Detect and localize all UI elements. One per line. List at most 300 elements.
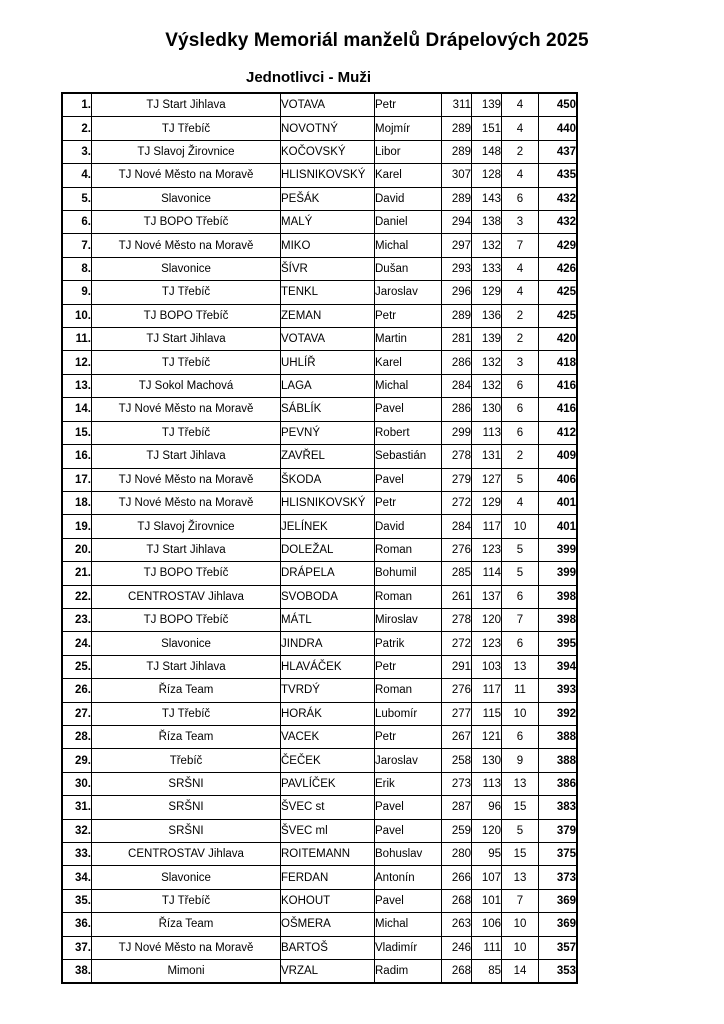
table-row [63, 328, 577, 351]
count-cell: 6 [502, 585, 539, 608]
table-row [63, 515, 577, 538]
club-cell: TJ Nové Město na Moravě [92, 468, 281, 491]
surname-cell: ZAVŘEL [281, 445, 375, 468]
club-cell: TJ BOPO Třebíč [92, 562, 281, 585]
club-cell: Říza Team [92, 679, 281, 702]
surname-cell: MÁTL [281, 608, 375, 631]
surname-cell: PEŠÁK [281, 187, 375, 210]
firstname-cell: Mojmír [375, 117, 442, 140]
score-full-cell: 299 [442, 421, 472, 444]
count-cell: 5 [502, 468, 539, 491]
firstname-cell: Roman [375, 679, 442, 702]
count-cell: 14 [502, 960, 539, 983]
score-full-cell: 289 [442, 140, 472, 163]
score-full-cell: 267 [442, 725, 472, 748]
total-cell: 353 [539, 960, 577, 983]
firstname-cell: Petr [375, 491, 442, 514]
score-clear-cell: 107 [472, 866, 502, 889]
club-cell: TJ Start Jihlava [92, 94, 281, 117]
firstname-cell: Roman [375, 585, 442, 608]
count-cell: 4 [502, 281, 539, 304]
table-row [63, 913, 577, 936]
firstname-cell: Pavel [375, 796, 442, 819]
rank-cell: 12. [63, 351, 92, 374]
page-title: Výsledky Memoriál manželů Drápelových 2025 [165, 30, 589, 51]
rank-cell: 33. [63, 843, 92, 866]
total-cell: 394 [539, 655, 577, 678]
firstname-cell: Erik [375, 772, 442, 795]
firstname-cell: Petr [375, 725, 442, 748]
rank-cell: 26. [63, 679, 92, 702]
count-cell: 11 [502, 679, 539, 702]
club-cell: Říza Team [92, 725, 281, 748]
count-cell: 5 [502, 562, 539, 585]
score-clear-cell: 132 [472, 351, 502, 374]
firstname-cell: Karel [375, 164, 442, 187]
count-cell: 13 [502, 866, 539, 889]
rank-cell: 5. [63, 187, 92, 210]
score-clear-cell: 117 [472, 515, 502, 538]
firstname-cell: Michal [375, 374, 442, 397]
surname-cell: VOTAVA [281, 328, 375, 351]
surname-cell: HLAVÁČEK [281, 655, 375, 678]
rank-cell: 10. [63, 304, 92, 327]
surname-cell: KOHOUT [281, 889, 375, 912]
club-cell: TJ Třebíč [92, 117, 281, 140]
score-clear-cell: 130 [472, 398, 502, 421]
score-full-cell: 289 [442, 187, 472, 210]
count-cell: 15 [502, 796, 539, 819]
table-row [63, 725, 577, 748]
rank-cell: 32. [63, 819, 92, 842]
count-cell: 5 [502, 819, 539, 842]
club-cell: CENTROSTAV Jihlava [92, 585, 281, 608]
surname-cell: TVRDÝ [281, 679, 375, 702]
table-row [63, 117, 577, 140]
total-cell: 412 [539, 421, 577, 444]
club-cell: TJ Nové Město na Moravě [92, 164, 281, 187]
table-row [63, 632, 577, 655]
score-clear-cell: 120 [472, 608, 502, 631]
rank-cell: 20. [63, 538, 92, 561]
surname-cell: UHLÍŘ [281, 351, 375, 374]
table-row [63, 889, 577, 912]
score-clear-cell: 139 [472, 328, 502, 351]
table-row [63, 281, 577, 304]
table-row [63, 445, 577, 468]
rank-cell: 8. [63, 257, 92, 280]
total-cell: 399 [539, 562, 577, 585]
score-full-cell: 258 [442, 749, 472, 772]
count-cell: 4 [502, 94, 539, 117]
total-cell: 399 [539, 538, 577, 561]
total-cell: 406 [539, 468, 577, 491]
score-clear-cell: 138 [472, 211, 502, 234]
club-cell: Říza Team [92, 913, 281, 936]
score-clear-cell: 115 [472, 702, 502, 725]
count-cell: 2 [502, 140, 539, 163]
count-cell: 6 [502, 374, 539, 397]
count-cell: 7 [502, 608, 539, 631]
club-cell: Slavonice [92, 866, 281, 889]
score-clear-cell: 96 [472, 796, 502, 819]
total-cell: 426 [539, 257, 577, 280]
score-clear-cell: 120 [472, 819, 502, 842]
table-row [63, 211, 577, 234]
score-full-cell: 263 [442, 913, 472, 936]
surname-cell: ŠKODA [281, 468, 375, 491]
firstname-cell: Pavel [375, 819, 442, 842]
rank-cell: 28. [63, 725, 92, 748]
count-cell: 9 [502, 749, 539, 772]
surname-cell: MIKO [281, 234, 375, 257]
score-full-cell: 259 [442, 819, 472, 842]
firstname-cell: Radim [375, 960, 442, 983]
firstname-cell: Pavel [375, 468, 442, 491]
club-cell: Slavonice [92, 187, 281, 210]
score-full-cell: 286 [442, 351, 472, 374]
count-cell: 2 [502, 304, 539, 327]
table-row [63, 562, 577, 585]
firstname-cell: Martin [375, 328, 442, 351]
table-row [63, 187, 577, 210]
total-cell: 437 [539, 140, 577, 163]
total-cell: 416 [539, 374, 577, 397]
score-full-cell: 246 [442, 936, 472, 959]
table-row [63, 351, 577, 374]
score-full-cell: 293 [442, 257, 472, 280]
surname-cell: LAGA [281, 374, 375, 397]
score-clear-cell: 85 [472, 960, 502, 983]
count-cell: 10 [502, 936, 539, 959]
surname-cell: OŠMERA [281, 913, 375, 936]
club-cell: SRŠNI [92, 819, 281, 842]
score-clear-cell: 151 [472, 117, 502, 140]
surname-cell: SÁBLÍK [281, 398, 375, 421]
count-cell: 6 [502, 725, 539, 748]
table-row [63, 234, 577, 257]
table-row [63, 843, 577, 866]
score-clear-cell: 113 [472, 772, 502, 795]
score-full-cell: 285 [442, 562, 472, 585]
count-cell: 2 [502, 328, 539, 351]
table-row [63, 960, 577, 983]
surname-cell: ŠVEC st [281, 796, 375, 819]
count-cell: 3 [502, 351, 539, 374]
score-clear-cell: 132 [472, 374, 502, 397]
surname-cell: TENKL [281, 281, 375, 304]
count-cell: 4 [502, 164, 539, 187]
total-cell: 395 [539, 632, 577, 655]
total-cell: 379 [539, 819, 577, 842]
score-full-cell: 261 [442, 585, 472, 608]
table-row [63, 655, 577, 678]
count-cell: 2 [502, 445, 539, 468]
firstname-cell: Miroslav [375, 608, 442, 631]
rank-cell: 14. [63, 398, 92, 421]
count-cell: 6 [502, 632, 539, 655]
table-row [63, 866, 577, 889]
score-full-cell: 279 [442, 468, 472, 491]
table-row [63, 421, 577, 444]
surname-cell: PEVNÝ [281, 421, 375, 444]
club-cell: Třebíč [92, 749, 281, 772]
score-full-cell: 276 [442, 679, 472, 702]
rank-cell: 25. [63, 655, 92, 678]
surname-cell: DOLEŽAL [281, 538, 375, 561]
table-row [63, 398, 577, 421]
score-clear-cell: 117 [472, 679, 502, 702]
total-cell: 425 [539, 281, 577, 304]
score-clear-cell: 103 [472, 655, 502, 678]
score-full-cell: 296 [442, 281, 472, 304]
table-row [63, 702, 577, 725]
rank-cell: 18. [63, 491, 92, 514]
surname-cell: SVOBODA [281, 585, 375, 608]
surname-cell: VACEK [281, 725, 375, 748]
rank-cell: 29. [63, 749, 92, 772]
count-cell: 3 [502, 211, 539, 234]
club-cell: TJ Třebíč [92, 281, 281, 304]
firstname-cell: Dušan [375, 257, 442, 280]
score-full-cell: 311 [442, 94, 472, 117]
club-cell: TJ Nové Město na Moravě [92, 234, 281, 257]
score-full-cell: 307 [442, 164, 472, 187]
rank-cell: 30. [63, 772, 92, 795]
total-cell: 425 [539, 304, 577, 327]
surname-cell: BARTOŠ [281, 936, 375, 959]
total-cell: 435 [539, 164, 577, 187]
score-clear-cell: 106 [472, 913, 502, 936]
club-cell: TJ BOPO Třebíč [92, 304, 281, 327]
club-cell: TJ Slavoj Žirovnice [92, 515, 281, 538]
rank-cell: 37. [63, 936, 92, 959]
club-cell: TJ Nové Město na Moravě [92, 398, 281, 421]
firstname-cell: Roman [375, 538, 442, 561]
club-cell: TJ Nové Město na Moravě [92, 936, 281, 959]
results-table-body [63, 94, 577, 983]
total-cell: 401 [539, 515, 577, 538]
total-cell: 388 [539, 725, 577, 748]
firstname-cell: Bohuslav [375, 843, 442, 866]
surname-cell: JINDRA [281, 632, 375, 655]
score-clear-cell: 148 [472, 140, 502, 163]
rank-cell: 11. [63, 328, 92, 351]
table-row [63, 538, 577, 561]
firstname-cell: Sebastián [375, 445, 442, 468]
score-full-cell: 289 [442, 304, 472, 327]
club-cell: SRŠNI [92, 772, 281, 795]
table-row [63, 936, 577, 959]
surname-cell: JELÍNEK [281, 515, 375, 538]
club-cell: TJ Start Jihlava [92, 655, 281, 678]
rank-cell: 35. [63, 889, 92, 912]
score-full-cell: 268 [442, 889, 472, 912]
table-row [63, 94, 577, 117]
club-cell: SRŠNI [92, 796, 281, 819]
count-cell: 13 [502, 772, 539, 795]
score-full-cell: 281 [442, 328, 472, 351]
score-full-cell: 277 [442, 702, 472, 725]
club-cell: Mimoni [92, 960, 281, 983]
club-cell: TJ Slavoj Žirovnice [92, 140, 281, 163]
surname-cell: ZEMAN [281, 304, 375, 327]
score-full-cell: 276 [442, 538, 472, 561]
rank-cell: 38. [63, 960, 92, 983]
firstname-cell: Michal [375, 234, 442, 257]
club-cell: Slavonice [92, 257, 281, 280]
rank-cell: 24. [63, 632, 92, 655]
table-row [63, 608, 577, 631]
firstname-cell: David [375, 515, 442, 538]
total-cell: 409 [539, 445, 577, 468]
total-cell: 450 [539, 94, 577, 117]
total-cell: 398 [539, 608, 577, 631]
total-cell: 375 [539, 843, 577, 866]
score-clear-cell: 133 [472, 257, 502, 280]
count-cell: 6 [502, 421, 539, 444]
club-cell: TJ Sokol Machová [92, 374, 281, 397]
surname-cell: FERDAN [281, 866, 375, 889]
rank-cell: 36. [63, 913, 92, 936]
table-row [63, 257, 577, 280]
total-cell: 357 [539, 936, 577, 959]
count-cell: 6 [502, 398, 539, 421]
club-cell: TJ Start Jihlava [92, 445, 281, 468]
total-cell: 386 [539, 772, 577, 795]
rank-cell: 19. [63, 515, 92, 538]
surname-cell: PAVLÍČEK [281, 772, 375, 795]
score-full-cell: 278 [442, 445, 472, 468]
club-cell: TJ Třebíč [92, 421, 281, 444]
score-full-cell: 284 [442, 374, 472, 397]
firstname-cell: Patrik [375, 632, 442, 655]
score-full-cell: 286 [442, 398, 472, 421]
rank-cell: 6. [63, 211, 92, 234]
rank-cell: 17. [63, 468, 92, 491]
table-row [63, 491, 577, 514]
score-full-cell: 280 [442, 843, 472, 866]
rank-cell: 23. [63, 608, 92, 631]
surname-cell: DRÁPELA [281, 562, 375, 585]
rank-cell: 16. [63, 445, 92, 468]
surname-cell: KOČOVSKÝ [281, 140, 375, 163]
surname-cell: VOTAVA [281, 94, 375, 117]
surname-cell: HLISNIKOVSKÝ [281, 164, 375, 187]
score-full-cell: 272 [442, 491, 472, 514]
score-clear-cell: 114 [472, 562, 502, 585]
firstname-cell: Lubomír [375, 702, 442, 725]
surname-cell: HLISNIKOVSKÝ [281, 491, 375, 514]
surname-cell: ČEČEK [281, 749, 375, 772]
rank-cell: 9. [63, 281, 92, 304]
club-cell: TJ BOPO Třebíč [92, 211, 281, 234]
surname-cell: MALÝ [281, 211, 375, 234]
total-cell: 429 [539, 234, 577, 257]
table-row [63, 679, 577, 702]
score-full-cell: 291 [442, 655, 472, 678]
rank-cell: 27. [63, 702, 92, 725]
surname-cell: ŠVEC ml [281, 819, 375, 842]
page-subtitle: Jednotlivci - Muži [246, 69, 372, 86]
club-cell: TJ Třebíč [92, 702, 281, 725]
club-cell: CENTROSTAV Jihlava [92, 843, 281, 866]
club-cell: TJ BOPO Třebíč [92, 608, 281, 631]
club-cell: TJ Třebíč [92, 889, 281, 912]
club-cell: Slavonice [92, 632, 281, 655]
firstname-cell: Pavel [375, 889, 442, 912]
rank-cell: 3. [63, 140, 92, 163]
total-cell: 420 [539, 328, 577, 351]
rank-cell: 4. [63, 164, 92, 187]
score-clear-cell: 137 [472, 585, 502, 608]
score-clear-cell: 136 [472, 304, 502, 327]
score-clear-cell: 127 [472, 468, 502, 491]
firstname-cell: Jaroslav [375, 281, 442, 304]
surname-cell: HORÁK [281, 702, 375, 725]
firstname-cell: Antonín [375, 866, 442, 889]
firstname-cell: Vladimír [375, 936, 442, 959]
score-clear-cell: 143 [472, 187, 502, 210]
score-full-cell: 297 [442, 234, 472, 257]
score-clear-cell: 121 [472, 725, 502, 748]
score-clear-cell: 95 [472, 843, 502, 866]
count-cell: 5 [502, 538, 539, 561]
total-cell: 383 [539, 796, 577, 819]
total-cell: 398 [539, 585, 577, 608]
firstname-cell: Karel [375, 351, 442, 374]
rank-cell: 21. [63, 562, 92, 585]
rank-cell: 31. [63, 796, 92, 819]
score-full-cell: 287 [442, 796, 472, 819]
surname-cell: ROITEMANN [281, 843, 375, 866]
count-cell: 10 [502, 702, 539, 725]
score-clear-cell: 128 [472, 164, 502, 187]
total-cell: 393 [539, 679, 577, 702]
table-row [63, 374, 577, 397]
firstname-cell: Robert [375, 421, 442, 444]
total-cell: 418 [539, 351, 577, 374]
firstname-cell: Daniel [375, 211, 442, 234]
surname-cell: ŠÍVR [281, 257, 375, 280]
score-full-cell: 273 [442, 772, 472, 795]
total-cell: 440 [539, 117, 577, 140]
score-full-cell: 278 [442, 608, 472, 631]
club-cell: TJ Start Jihlava [92, 538, 281, 561]
score-clear-cell: 111 [472, 936, 502, 959]
count-cell: 13 [502, 655, 539, 678]
firstname-cell: Jaroslav [375, 749, 442, 772]
count-cell: 10 [502, 515, 539, 538]
total-cell: 373 [539, 866, 577, 889]
count-cell: 6 [502, 187, 539, 210]
table-row [63, 796, 577, 819]
rank-cell: 1. [63, 94, 92, 117]
firstname-cell: Pavel [375, 398, 442, 421]
count-cell: 7 [502, 234, 539, 257]
club-cell: TJ Start Jihlava [92, 328, 281, 351]
score-full-cell: 289 [442, 117, 472, 140]
total-cell: 432 [539, 187, 577, 210]
score-full-cell: 272 [442, 632, 472, 655]
rank-cell: 13. [63, 374, 92, 397]
rank-cell: 2. [63, 117, 92, 140]
rank-cell: 22. [63, 585, 92, 608]
count-cell: 15 [502, 843, 539, 866]
rank-cell: 34. [63, 866, 92, 889]
results-table [62, 93, 577, 983]
score-clear-cell: 132 [472, 234, 502, 257]
